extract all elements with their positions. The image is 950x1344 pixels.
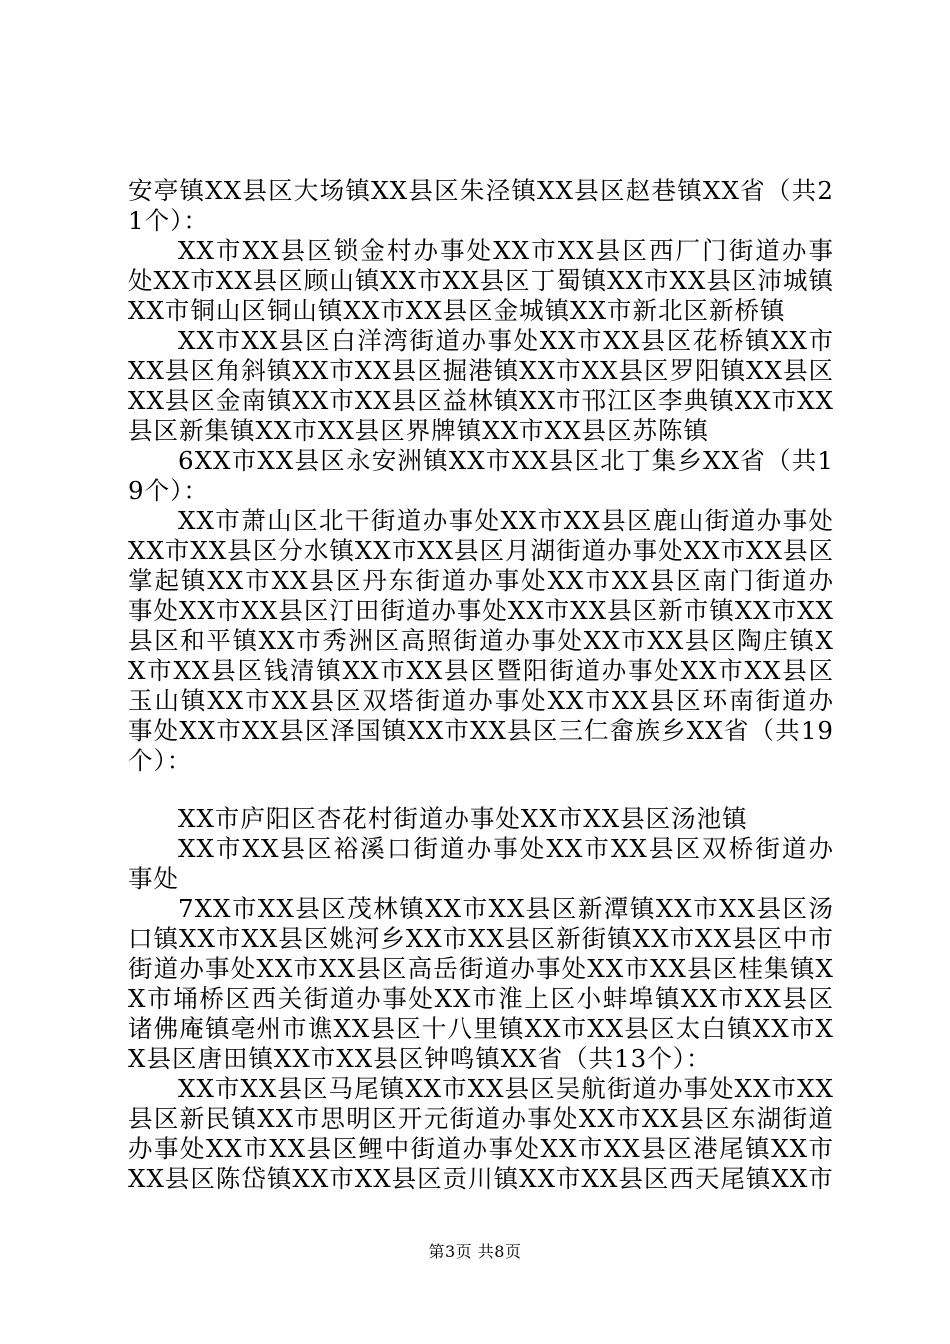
paragraph-9: XX市XX县区马尾镇XX市XX县区吴航街道办事处XX市XX县区新民镇XX市思明区开元街道办事处XX市XX县区东湖街道办事处XX市XX县区鲤中街道办事处XX市XX县区港尾镇XX市XX县区陈岱镇XX市XX县区贡川镇XX市XX县区西天尾镇XX市 <box>128 1074 834 1193</box>
paragraph-5: XX市萧山区北干街道办事处XX市XX县区鹿山街道办事处XX市XX县区分水镇XX市XX县区月湖街道办事处XX市XX县区掌起镇XX市XX县区丹东街道办事处XX市XX县区南门街道办事处XX市XX县区汀田街道办事处XX市XX县区新市镇XX市XX县区和平镇XX市秀洲区高照街道办事处XX市XX县区陶庄镇XX市XX县区钱清镇XX市XX县区暨阳街道办事处XX市XX县区玉山镇XX市XX县区双塔街道办事处XX市XX县区环南街道办事处XX市XX县区泽国镇XX市XX县区三仁畲族乡XX省（共19个）： <box>128 506 834 775</box>
document-body <box>128 176 834 1194</box>
paragraph-1: 安亭镇XX县区大场镇XX县区朱泾镇XX县区赵巷镇XX省（共21个）： <box>128 176 834 235</box>
paragraph-6: XX市庐阳区杏花村街道办事处XX市XX县区汤池镇 <box>178 804 748 833</box>
paragraph-2: XX市XX县区锁金村办事处XX市XX县区西厂门街道办事处XX市XX县区顾山镇XX市XX县区丁蜀镇XX市XX县区沛城镇XX市铜山区铜山镇XX市XX县区金城镇XX市新北区新桥镇 <box>128 236 834 325</box>
paragraph-3: XX市XX县区白洋湾街道办事处XX市XX县区花桥镇XX市XX县区角斜镇XX市XX县区掘港镇XX市XX县区罗阳镇XX县区XX县区金南镇XX市XX县区益林镇XX市邗江区李典镇XX市XX县区新集镇XX市XX县区界牌镇XX市XX县区苏陈镇 <box>128 326 834 445</box>
paragraph-4: 6XX市XX县区永安洲镇XX市XX县区北丁集乡XX省（共19个）： <box>128 446 834 505</box>
paragraph-7: XX市XX县区裕溪口街道办事处XX市XX县区双桥街道办事处 <box>128 834 834 893</box>
paragraph-8: 7XX市XX县区茂林镇XX市XX县区新潭镇XX市XX县区汤口镇XX市XX县区姚河乡XX市XX县区新街镇XX市XX县区中市街道办事处XX市XX县区高岳街道办事处XX市XX县区桂集镇XX市埇桥区西关街道办事处XX市淮上区小蚌埠镇XX市XX县区诸佛庵镇亳州市谯XX县区十八里镇XX市XX县区太白镇XX市XX县区唐田镇XX市XX县区钟鸣镇XX省（共13个）： <box>128 894 834 1073</box>
page-number-footer: 第3页 共8页 <box>428 1242 522 1261</box>
